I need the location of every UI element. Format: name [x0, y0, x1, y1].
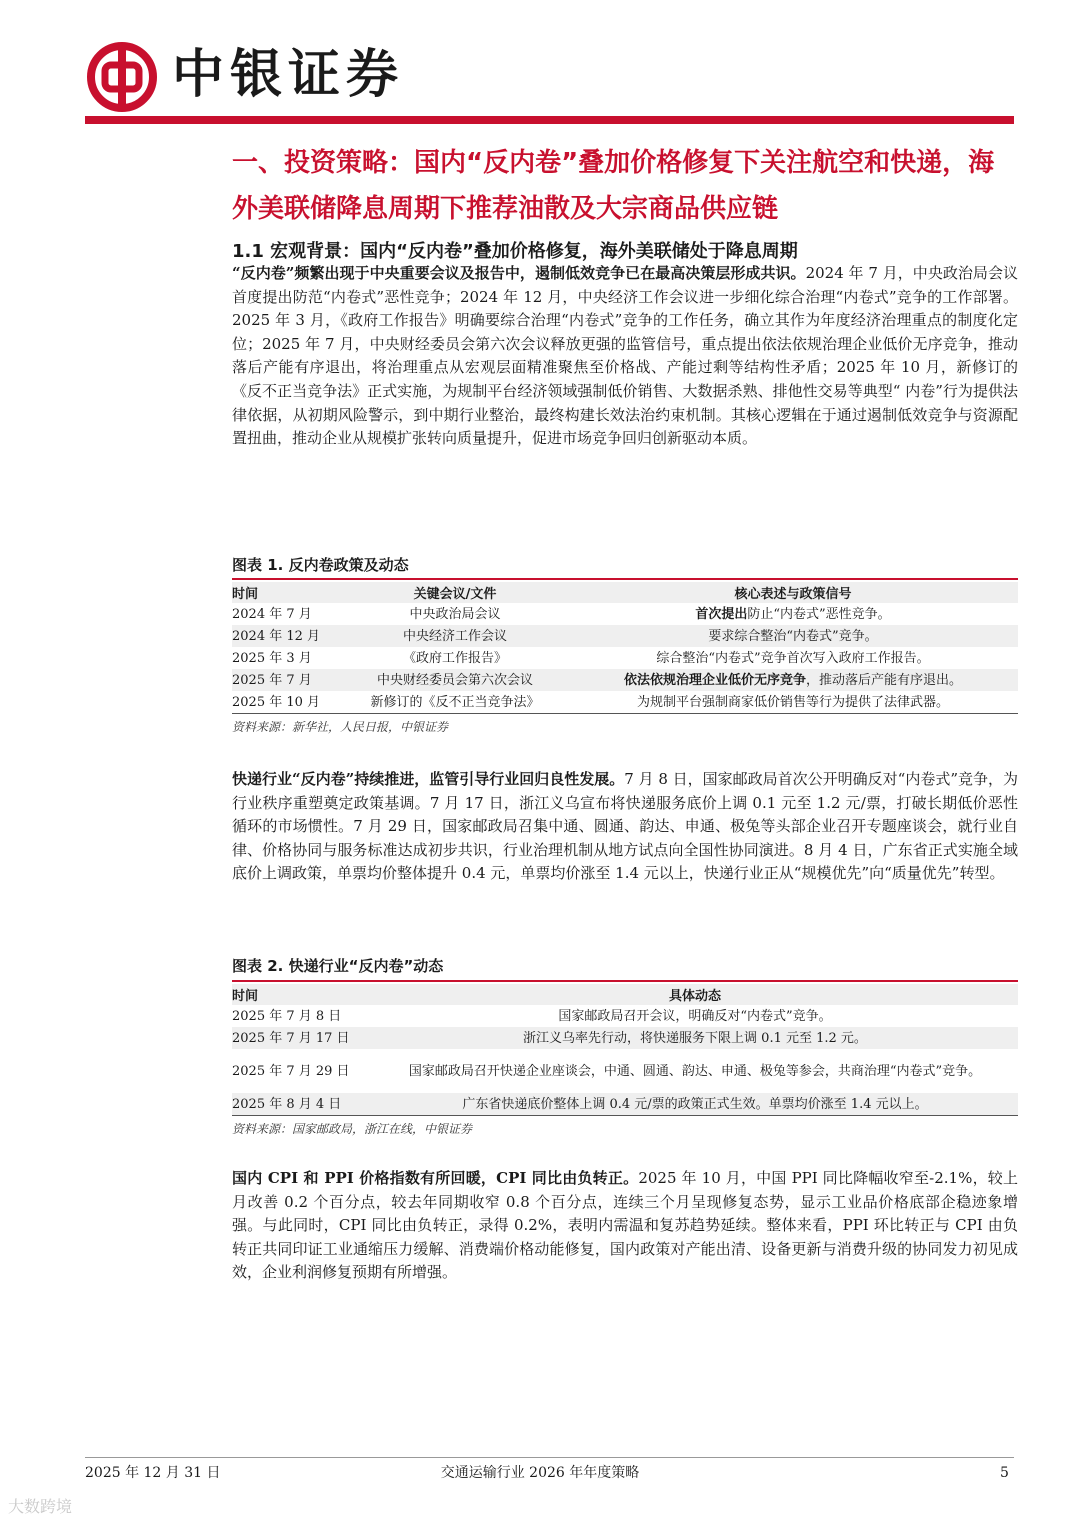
header-divider [85, 116, 1014, 124]
figure-divider [232, 578, 1018, 580]
cell-time: 2025 年 3 月 [232, 650, 312, 666]
paragraph-lead: 快递行业“反内卷”持续推进，监管引导行业回归良性发展。 [232, 770, 625, 788]
cell-time: 2024 年 12 月 [232, 625, 342, 647]
table-header-row [232, 582, 1018, 603]
page-number: 5 [1000, 1465, 1009, 1481]
cell-detail: 国家邮政局召开快递企业座谈会，中通、圆通、韵达、申通、极兔等参会，共商治理“内卷式”竞争。 [408, 1063, 982, 1079]
column-header: 关键会议/文件 [342, 582, 568, 603]
table-row [232, 625, 1018, 647]
watermark: 大数跨境 [8, 1497, 73, 1516]
figure-title: 图表 2. 快递行业“反内卷”动态 [232, 957, 444, 975]
cell-time: 2025 年 7 月 29 日 [232, 1063, 350, 1079]
paragraph-body: 2024 年 7 月，中央政治局会议首度提出防范“内卷式”恶性竞争；2024 年 12 月，中央经济工作会议进一步细化综合治理“内卷式”竞争的工作部署。2025 年 3 月，《政府工作报告》明确要综合治理“内卷式”竞争的工作任务，确立其作为年度经济治理重点的制度化定位；2025 年 7 月，中央财经委员会第六次会议释放更强的监管信号，重点提出依法依规治理企业低价无序竞争，推动落后产能有序退出，将治理重点从宏观层面精准聚焦至价格战、产能过剩等结构性矛盾；2025 年 10 月，新修订的《反不正当竞争法》正式实施，为规制平台经济领域强制低价销售、大数据杀熟、排他性交易等典型“ 内卷”行为提供法律依据，从初期风险警示，到中期行业整治，最终构建长效法治约束机制。其核心逻辑在于通过遏制低效竞争与资源配置扭曲，推动企业从规模扩张转向质量提升，促进市场竞争回归创新驱动本质。 [232, 264, 1018, 448]
table-row [232, 647, 1018, 669]
brand-logo-icon [87, 42, 157, 112]
cell-meeting: 中央财经委员会第六次会议 [342, 669, 568, 691]
column-header: 时间 [232, 984, 372, 1005]
table-row [232, 691, 1018, 714]
table-header-row [232, 984, 1018, 1005]
policy-table [232, 582, 1018, 714]
express-table [232, 984, 1018, 1116]
figure-title: 图表 1. 反内卷政策及动态 [232, 556, 409, 574]
cell-meeting: 中央经济工作会议 [342, 625, 568, 647]
cell-signal: 要求综合整治“内卷式”竞争。 [568, 625, 1018, 647]
footer-doc-title: 交通运输行业 2026 年年度策略 [440, 1465, 640, 1481]
figure-divider [232, 980, 1018, 982]
paragraph-lead: 国内 CPI 和 PPI 价格指数有所回暖，CPI 同比由负转正。 [232, 1169, 639, 1187]
column-header: 具体动态 [372, 984, 1018, 1005]
paragraph-express [232, 768, 1018, 886]
paragraph-lead: “反内卷”频繁出现于中央重要会议及报告中，遏制低效竞争已在最高决策层形成共识。 [232, 264, 806, 282]
cell-time: 2025 年 10 月 [232, 691, 342, 714]
cell-signal: 依法依规治理企业低价无序竞争，推动落后产能有序退出。 [568, 669, 1018, 691]
cell-signal: 综合整治“内卷式”竞争首次写入政府工作报告。 [656, 650, 930, 666]
cell-time: 2025 年 7 月 [232, 669, 342, 691]
cell-meeting: 中央政治局会议 [409, 606, 501, 622]
cell-time: 2025 年 8 月 4 日 [232, 1093, 372, 1116]
table-row [232, 1005, 1018, 1027]
table-row [232, 669, 1018, 691]
cell-time: 2025 年 7 月 8 日 [232, 1008, 342, 1024]
footer-divider [85, 1457, 1014, 1458]
paragraph-cpi-ppi [232, 1167, 1018, 1285]
brand-name: 中银证券 [172, 45, 405, 105]
paragraph-anti-involution [232, 262, 1018, 451]
section-title: 一、投资策略：国内“反内卷”叠加价格修复下关注航空和快递，海外美联储降息周期下推荐油散及大宗商品供应链 [232, 148, 995, 224]
cell-meeting: 新修订的《反不正当竞争法》 [342, 691, 568, 714]
table-row [232, 1049, 1018, 1093]
footer-date: 2025 年 12 月 31 日 [85, 1465, 221, 1481]
subsection-title: 1.1 宏观背景：国内“反内卷”叠加价格修复，海外美联储处于降息周期 [232, 241, 798, 262]
paragraph-body: 7 月 8 日，国家邮政局首次公开明确反对“内卷式”竞争，为行业秩序重塑奠定政策基调。7 月 17 日，浙江义乌宣布将快递服务底价上调 0.1 元至 1.2 元/票，打破长期低价恶性循环的市场惯性。7 月 29 日，国家邮政局召集中通、圆通、韵达、申通、极兔等头部企业召开专题座谈会，就行业自律、价格协同与服务标准达成初步共识，行业治理机制从地方试点向全国性协同演进。8 月 4 日，广东省正式实施全域底价上调政策，单票均价整体提升 0.4 元，单票均价涨至 1.4 元以上，快递行业正从“规模优先”向“质量优先”转型。 [232, 770, 1018, 883]
column-header: 核心表述与政策信号 [568, 582, 1018, 603]
cell-detail: 浙江义乌率先行动，将快递服务下限上调 0.1 元至 1.2 元。 [372, 1027, 1018, 1049]
column-header: 时间 [232, 582, 342, 603]
table-row [232, 1027, 1018, 1049]
cell-time: 2025 年 7 月 17 日 [232, 1027, 372, 1049]
cell-time: 2024 年 7 月 [232, 606, 312, 622]
table-source: 资料来源：新华社，人民日报，中银证券 [232, 720, 449, 734]
paragraph-body: 2025 年 10 月，中国 PPI 同比降幅收窄至-2.1%，较上月改善 0.2 个百分点，较去年同期收窄 0.8 个百分点，连续三个月呈现修复态势，显示工业品价格底部企稳迹象增强。与此同时，CPI 同比由负转正，录得 0.2%，表明内需温和复苏趋势延续。整体来看，PPI 环比转正与 CPI 由负转正共同印证工业通缩压力缓解、消费端价格动能修复，国内政策对产能出清、设备更新与消费升级的协同发力初见成效，企业利润修复预期有所增强。 [232, 1169, 1018, 1282]
cell-signal: 为规制平台强制商家低价销售等行为提供了法律武器。 [568, 691, 1018, 714]
table-source: 资料来源：国家邮政局，浙江在线，中银证券 [232, 1122, 473, 1136]
table-row [232, 1093, 1018, 1116]
cell-meeting: 《政府工作报告》 [402, 650, 507, 666]
table-row [232, 603, 1018, 625]
cell-detail: 广东省快递底价整体上调 0.4 元/票的政策正式生效。单票均价涨至 1.4 元以上。 [372, 1093, 1018, 1116]
cell-signal: 首次提出防止“内卷式”恶性竞争。 [695, 606, 891, 622]
cell-detail: 国家邮政局召开会议，明确反对“内卷式”竞争。 [558, 1008, 832, 1024]
